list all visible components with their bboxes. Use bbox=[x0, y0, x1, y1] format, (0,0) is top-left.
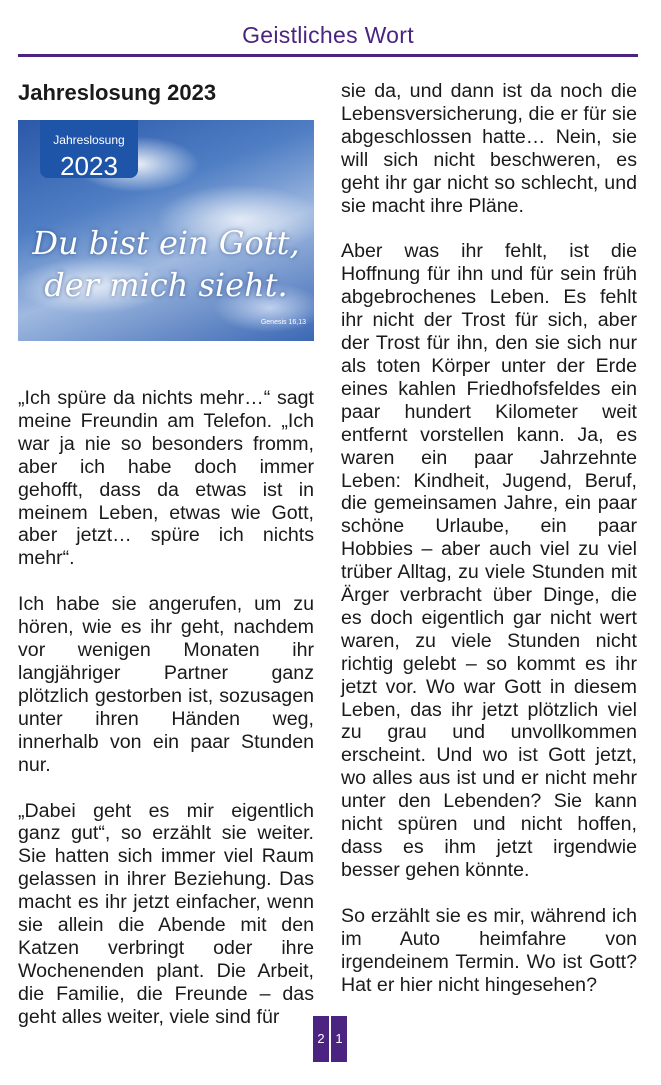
paragraph: „Dabei geht es mir eigentlich ganz gut“, so erzählt sie weiter. Sie hatten sich immer viel Raum gelassen in ihrer Beziehung. Das macht es ihr jetzt einfacher, wenn sie allein die Abende mit den Katzen verbringt oder ihre Wochenenden plant. Die Arbeit, die Familie, die Freunde – das geht alles weiter, viele sind für bbox=[18, 799, 314, 1028]
poster-badge-label: Jahreslosung bbox=[53, 133, 125, 147]
page-number-right: 1 bbox=[331, 1016, 347, 1062]
article-heading: Jahreslosung 2023 bbox=[18, 80, 217, 105]
paragraph: So erzählt sie es mir, während ich im Auto heimfahre von irgendeinem Termin. Wo ist Gott? Hat er hier nicht hingesehen? bbox=[341, 904, 637, 996]
jahreslosung-poster-image bbox=[18, 120, 314, 341]
poster-badge bbox=[40, 120, 138, 181]
header-divider bbox=[18, 54, 638, 57]
poster-quote-line-2: der mich sieht. bbox=[44, 266, 288, 304]
paragraph: Aber was ihr fehlt, ist die Hoffnung für ihn und für sein früh abgebrochenes Leben. Es fehlt ihr nicht der Trost für sich, aber der Trost für ihn, den sie sich nur als toten Körper unter der Erde eines kahlen Friedhofsfeldes ein paar hundert Kilometer weit entfernt vorstellen kann. Ja, es waren ein paar Jahrzehnte Leben: Kindheit, Jugend, Beruf, die gemeinsamen Jahre, ein paar schöne Urlaube, ein paar Hobbies – aber auch viel zu viel trüber Alltag, zu viele Stunden mit Ärger verbracht über Dinge, die es doch eigentlich gar nicht wert waren, zu viele Stunden nicht richtig gelebt – so kommt es ihr jetzt vor. Wo war Gott in diesem Leben, das ihr jetzt plötzlich viel zu grau und unvollkommen erscheint. Und wo ist Gott jetzt, wo alles aus ist und er nicht mehr unter den Lebenden? Sie kann nicht spüren und nicht hoffen, dass es ihm jetzt irgendwie besser gehen könnte. bbox=[341, 240, 637, 881]
paragraph: „Ich spüre da nichts mehr…“ sagt meine Freundin am Telefon. „Ich war ja nie so besonders fromm, aber ich habe doch immer gehofft, dass da etwas ist in meinem Leben, etwas wie Gott, aber jetzt… spüre ich nichts mehr“. bbox=[18, 387, 314, 570]
paragraph: sie da, und dann ist da noch die Lebensversicherung, die er für sie abgeschlossen hatte… Nein, sie will sich nicht beschweren, es geht ihr gar nicht so schlecht, und sie macht ihre Pläne. bbox=[341, 80, 637, 217]
poster-reference: Genesis 16,13 bbox=[260, 319, 306, 327]
paragraph: Ich habe sie angerufen, um zu hören, wie es ihr geht, nachdem vor wenigen Monaten ihr langjähriger Partner ganz plötzlich gestorben ist, sozusagen unter ihren Händen weg, innerhalb von ein paar Stunden nur. bbox=[18, 593, 314, 776]
poster-quote-line-1: Du bist ein Gott, bbox=[32, 224, 300, 262]
poster-badge-year: 2023 bbox=[60, 150, 118, 181]
left-column bbox=[18, 80, 314, 1052]
poster-quote bbox=[18, 222, 314, 306]
page-number-left: 2 bbox=[313, 1016, 329, 1062]
right-column bbox=[341, 80, 637, 1019]
section-title: Geistliches Wort bbox=[242, 22, 414, 48]
